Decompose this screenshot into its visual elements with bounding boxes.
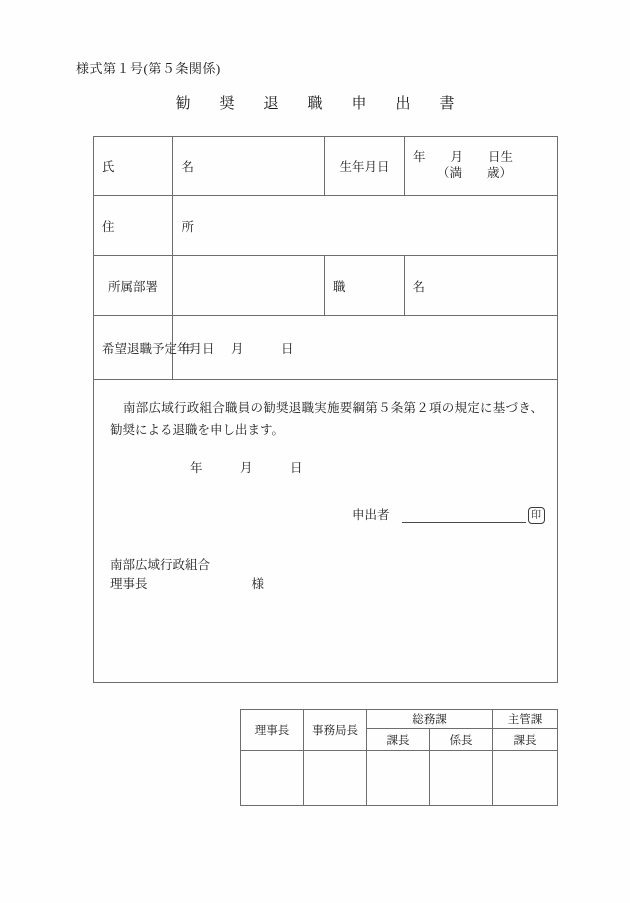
approval-stamp-table — [240, 709, 558, 806]
form-number: 様式第１号(第５条関係) — [76, 61, 221, 76]
approval-cell-secretary-general[interactable] — [304, 751, 367, 806]
approval-subheader-responsible-section-chief: 課長 — [493, 729, 558, 751]
table-row-statement — [94, 380, 558, 683]
table-row-name — [94, 137, 558, 196]
field-address-value[interactable] — [173, 196, 558, 256]
approval-header-general-affairs: 総務課 — [367, 710, 493, 729]
addressee-title: 理事長 — [110, 577, 148, 592]
table-row-retirement-date — [94, 316, 558, 380]
addressee-honorific: 様 — [251, 577, 265, 592]
field-date-of-birth-value[interactable] — [405, 137, 558, 196]
addressee-organization: 南部広域行政組合 — [110, 558, 211, 572]
label-planned-retirement-date: 希望退職予定年月日 — [94, 316, 173, 380]
applicant-info-table — [93, 136, 558, 683]
statement-text: 南部広域行政組合職員の勧奨退職実施要綱第５条第２項の規定に基づき、勧奨による退職を申し出ます。 — [110, 401, 543, 437]
table-row-address — [94, 196, 558, 256]
addressee-title-row — [110, 575, 264, 594]
statement-date-line[interactable]: 年 月 日 — [190, 461, 303, 475]
applicant-label: 申出者 — [352, 508, 390, 522]
field-department-value[interactable] — [173, 256, 325, 316]
approval-header-secretary-general: 事務局長 — [304, 710, 367, 751]
approval-cell-responsible-section-chief[interactable] — [493, 751, 558, 806]
signature-line[interactable] — [402, 508, 526, 523]
approval-subheader-general-affairs-supervisor: 係長 — [430, 729, 493, 751]
date-of-birth-line: 年 月 日生 — [413, 150, 514, 165]
label-job-title: 職 名 — [325, 256, 405, 316]
label-name: 氏 名 — [94, 137, 173, 196]
approval-header-row-top — [241, 710, 558, 729]
label-date-of-birth: 生年月日 — [325, 137, 405, 196]
seal-icon: 印 — [528, 507, 545, 524]
applicant-signature-row — [352, 505, 545, 523]
label-address: 住 所 — [94, 196, 173, 256]
approval-header-director: 理事長 — [241, 710, 304, 751]
label-department: 所属部署 — [94, 256, 173, 316]
approval-cell-general-affairs-supervisor[interactable] — [430, 751, 493, 806]
approval-subheader-general-affairs-chief: 課長 — [367, 729, 430, 751]
field-planned-retirement-date-value[interactable]: 年 月 日 — [173, 316, 558, 380]
approval-header-responsible-section: 主管課 — [493, 710, 558, 729]
approval-stamp-row — [241, 751, 558, 806]
age-line: （満 歳） — [437, 166, 513, 180]
approval-cell-director[interactable] — [241, 751, 304, 806]
approval-cell-general-affairs-chief[interactable] — [367, 751, 430, 806]
document-title: 勧 奨 退 職 申 出 書 — [175, 96, 462, 112]
addressee-block — [110, 556, 264, 595]
statement-cell — [94, 380, 558, 683]
table-row-department — [94, 256, 558, 316]
